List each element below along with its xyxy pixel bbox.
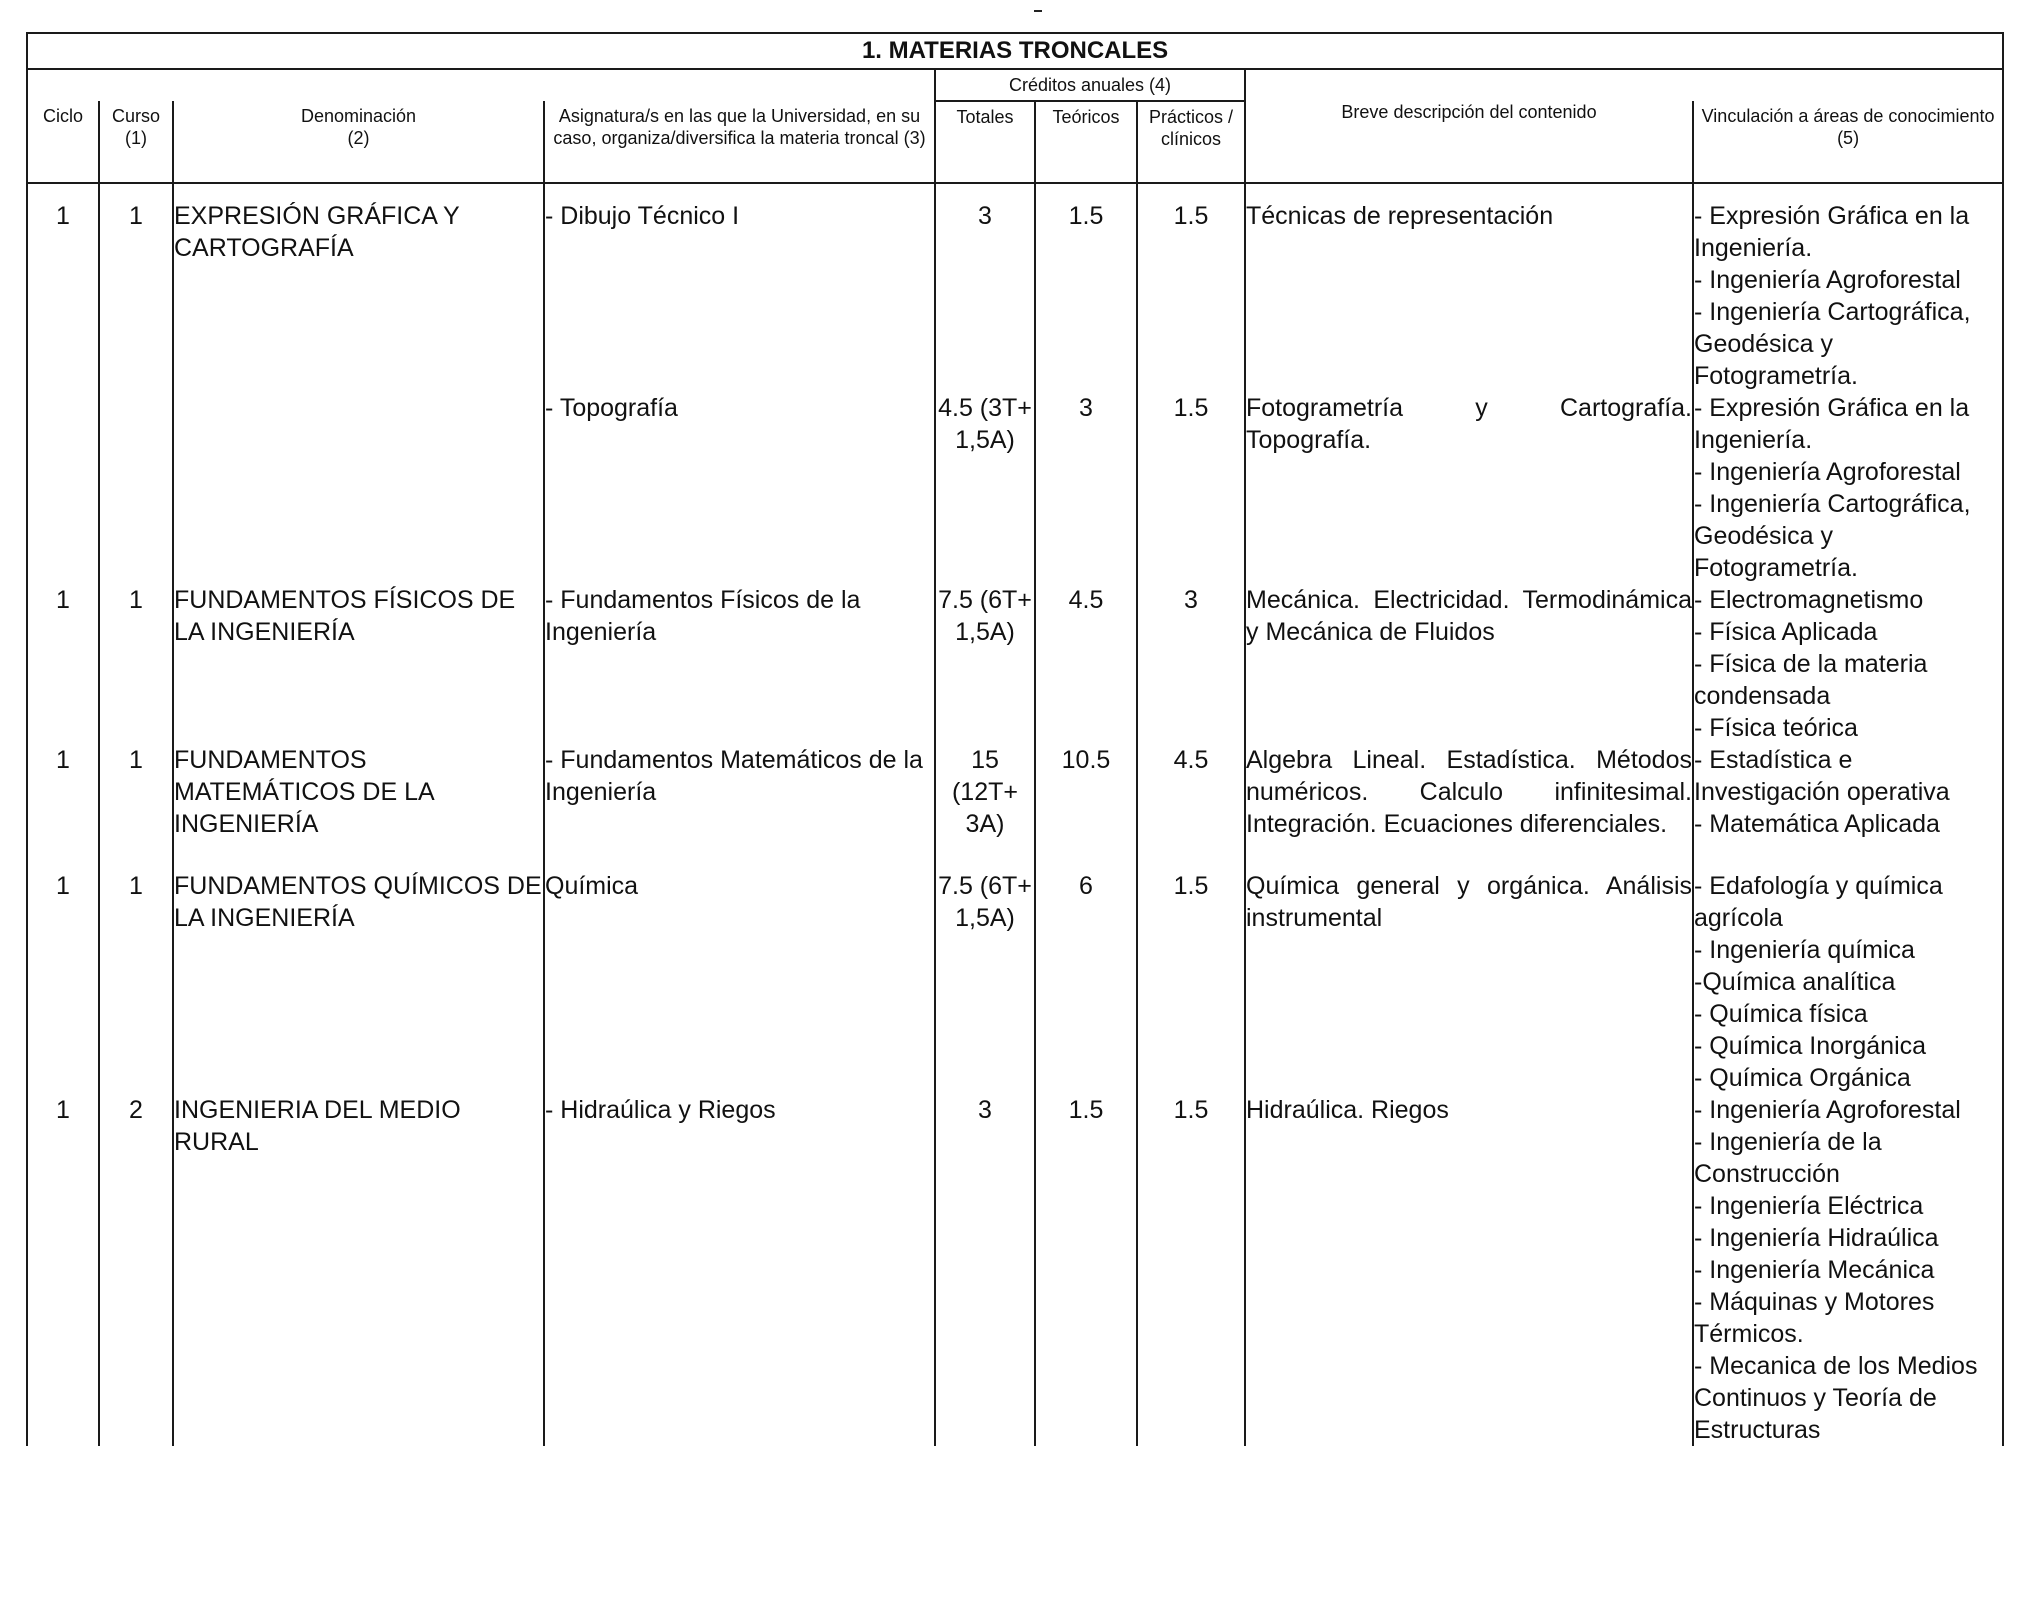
area-item: - Edafología y química agrícola bbox=[1694, 872, 1943, 932]
col-denominacion: Denominación (2) bbox=[173, 101, 544, 183]
cell-totales: 7.5 (6T+ 1,5A) bbox=[935, 584, 1035, 744]
area-item: - Ingeniería de la Construcción bbox=[1694, 1128, 1882, 1188]
area-item: - Ingeniería Cartográfica, Geodésica y Fotogrametría. bbox=[1694, 298, 1971, 390]
col-asignatura: Asignatura/s en las que la Universidad, en su caso, organiza/diversifica la materia troncal (3) bbox=[544, 101, 935, 183]
table-row bbox=[27, 392, 2003, 584]
cell-totales: 7.5 (6T+ 1,5A) bbox=[935, 870, 1035, 1094]
cell-vinculacion bbox=[1693, 870, 2003, 1094]
cell-practicos: 4.5 bbox=[1137, 744, 1245, 870]
cell-denominacion: INGENIERIA DEL MEDIO RURAL bbox=[173, 1094, 544, 1446]
cell-asignatura: Química bbox=[544, 870, 935, 1094]
cell-practicos: 1.5 bbox=[1137, 1094, 1245, 1446]
area-item: - Ingeniería Cartográfica, Geodésica y Fotogrametría. bbox=[1694, 490, 1971, 582]
col-curso: Curso (1) bbox=[99, 101, 173, 183]
cell-ciclo: 1 bbox=[27, 200, 99, 392]
cell-vinculacion bbox=[1693, 392, 2003, 584]
cell-practicos: 1.5 bbox=[1137, 200, 1245, 392]
area-item: - Química Orgánica bbox=[1694, 1064, 1911, 1092]
creditos-header: Créditos anuales (4) bbox=[935, 69, 1245, 101]
cell-teoricos: 3 bbox=[1035, 392, 1137, 584]
cell-totales: 3 bbox=[935, 200, 1035, 392]
cell-vinculacion bbox=[1693, 1094, 2003, 1446]
table-title: 1. MATERIAS TRONCALES bbox=[27, 33, 2003, 69]
cell-vinculacion bbox=[1693, 584, 2003, 744]
area-item: - Ingeniería Agroforestal bbox=[1694, 1096, 1961, 1124]
area-item: - Mecanica de los Medios Continuos y Teoría de Estructuras bbox=[1694, 1352, 1978, 1444]
cell-practicos: 1.5 bbox=[1137, 392, 1245, 584]
scan-dash-mark bbox=[1034, 10, 1042, 12]
cell-teoricos: 10.5 bbox=[1035, 744, 1137, 870]
cell-practicos: 3 bbox=[1137, 584, 1245, 744]
cell-teoricos: 6 bbox=[1035, 870, 1137, 1094]
cell-denominacion: FUNDAMENTOS FÍSICOS DE LA INGENIERÍA bbox=[173, 584, 544, 744]
area-item: - Electromagnetismo bbox=[1694, 586, 1924, 614]
cell-practicos: 1.5 bbox=[1137, 870, 1245, 1094]
cell-asignatura: - Topografía bbox=[544, 392, 935, 584]
area-item: - Química física bbox=[1694, 1000, 1868, 1028]
header-spacer-right bbox=[1245, 69, 2003, 101]
troncales-sheet bbox=[26, 32, 2002, 1446]
area-item: - Física Aplicada bbox=[1694, 618, 1878, 646]
area-item: - Matemática Aplicada bbox=[1694, 810, 1940, 838]
cell-denominacion: EXPRESIÓN GRÁFICA Y CARTOGRAFÍA bbox=[173, 200, 544, 392]
cell-teoricos: 1.5 bbox=[1035, 1094, 1137, 1446]
col-ciclo: Ciclo bbox=[27, 101, 99, 183]
cell-descripcion: Fotogrametría y Cartografía. Topografía. bbox=[1245, 392, 1693, 584]
cell-totales: 4.5 (3T+ 1,5A) bbox=[935, 392, 1035, 584]
cell-teoricos: 4.5 bbox=[1035, 584, 1137, 744]
cell-ciclo: 1 bbox=[27, 870, 99, 1094]
cell-denominacion: FUNDAMENTOS QUÍMICOS DE LA INGENIERÍA bbox=[173, 870, 544, 1094]
area-item: - Estadística e Investigación operativa bbox=[1694, 746, 1950, 806]
area-item: - Física teórica bbox=[1694, 714, 1858, 742]
area-item: - Física de la materia condensada bbox=[1694, 650, 1928, 710]
col-teoricos: Teóricos bbox=[1035, 101, 1137, 183]
table-row bbox=[27, 870, 2003, 1094]
cell-totales: 3 bbox=[935, 1094, 1035, 1446]
cell-ciclo: 1 bbox=[27, 744, 99, 870]
col-totales: Totales bbox=[935, 101, 1035, 183]
cell-curso bbox=[99, 392, 173, 584]
table-row bbox=[27, 584, 2003, 744]
area-item: - Ingeniería Agroforestal bbox=[1694, 266, 1961, 294]
table-row bbox=[27, 200, 2003, 392]
col-practicos: Prácticos / clínicos bbox=[1137, 101, 1245, 183]
cell-ciclo: 1 bbox=[27, 584, 99, 744]
cell-asignatura: - Fundamentos Físicos de la Ingeniería bbox=[544, 584, 935, 744]
cell-descripcion: Técnicas de representación bbox=[1245, 200, 1693, 392]
cell-denominacion: FUNDAMENTOS MATEMÁTICOS DE LA INGENIERÍA bbox=[173, 744, 544, 870]
area-item: - Máquinas y Motores Térmicos. bbox=[1694, 1288, 1935, 1348]
cell-totales: 15 (12T+ 3A) bbox=[935, 744, 1035, 870]
area-item: - Ingeniería Agroforestal bbox=[1694, 458, 1961, 486]
col-vinculacion: Vinculación a áreas de conocimiento (5) bbox=[1693, 101, 2003, 183]
area-item: -Química analítica bbox=[1694, 968, 1896, 996]
cell-descripcion: Mecánica. Electricidad. Termodinámica y Mecánica de Fluidos bbox=[1245, 584, 1693, 744]
cell-curso: 1 bbox=[99, 870, 173, 1094]
area-item: - Ingeniería Mecánica bbox=[1694, 1256, 1935, 1284]
cell-curso: 1 bbox=[99, 200, 173, 392]
table-body bbox=[27, 200, 2003, 1446]
cell-vinculacion bbox=[1693, 744, 2003, 870]
table-row bbox=[27, 1094, 2003, 1446]
cell-asignatura: - Hidraúlica y Riegos bbox=[544, 1094, 935, 1446]
cell-curso: 1 bbox=[99, 744, 173, 870]
cell-denominacion bbox=[173, 392, 544, 584]
cell-curso: 2 bbox=[99, 1094, 173, 1446]
area-item: - Expresión Gráfica en la Ingeniería. bbox=[1694, 394, 1970, 454]
area-item: - Ingeniería química bbox=[1694, 936, 1915, 964]
cell-asignatura: - Dibujo Técnico I bbox=[544, 200, 935, 392]
cell-curso: 1 bbox=[99, 584, 173, 744]
materias-troncales-table bbox=[26, 32, 2004, 1446]
area-item: - Ingeniería Eléctrica bbox=[1694, 1192, 1924, 1220]
cell-asignatura: - Fundamentos Matemáticos de la Ingeniería bbox=[544, 744, 935, 870]
cell-vinculacion bbox=[1693, 200, 2003, 392]
area-item: - Ingeniería Hidraúlica bbox=[1694, 1224, 1939, 1252]
cell-ciclo bbox=[27, 392, 99, 584]
table-row bbox=[27, 744, 2003, 870]
col-descripcion: Breve descripción del contenido bbox=[1245, 101, 1693, 183]
area-item: - Química Inorgánica bbox=[1694, 1032, 1927, 1060]
cell-teoricos: 1.5 bbox=[1035, 200, 1137, 392]
cell-descripcion: Algebra Lineal. Estadística. Métodos numéricos. Calculo infinitesimal. Integración. Ecuaciones diferenciales. bbox=[1245, 744, 1693, 870]
cell-ciclo: 1 bbox=[27, 1094, 99, 1446]
area-item: - Expresión Gráfica en la Ingeniería. bbox=[1694, 202, 1970, 262]
cell-descripcion: Hidraúlica. Riegos bbox=[1245, 1094, 1693, 1446]
cell-descripcion: Química general y orgánica. Análisis instrumental bbox=[1245, 870, 1693, 1094]
header-spacer bbox=[27, 69, 935, 101]
